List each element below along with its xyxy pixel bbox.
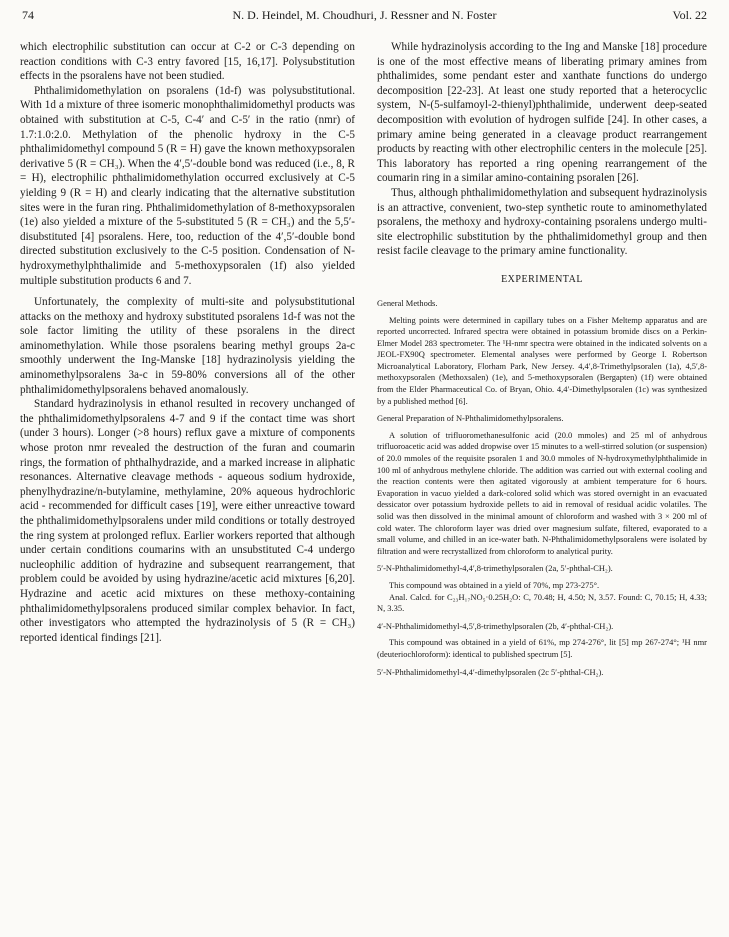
experimental-section <box>377 298 707 678</box>
paragraph: which electrophilic substitution can occur at C-2 or C-3 depending on reaction conditions with C-3 entry favored [15, 16,17]. Polysubstitution effects in the psoralens have not been studied. <box>20 41 355 83</box>
paragraph: Phthalimidomethylation on psoralens (1d-f) was polysubstitutional. With 1d a mixture of three isomeric monophthalimidomethyl products was obtained with substitution at C-5, C-4′ and C-5′ in the ratio (nmr) of 1.7:1.0:2.0. Methylation of the phenolic hydroxy in the C-5 phthalimidomethyl compound 5 (R = H) gave the known methoxypsoralen derivative 5 (R = CH₃). When the 4′,5′-double bond was reduced (i.e., 8, R = H), electrophilic phthalimidomethylation occurred exclusively at C-5 yielding 9 (R = H) and clearly indicating that the alternative substitution sites were in the furan ring. Phthalimidomethylation of 8-methoxypsoralen (1e) also yielded a mixture of the 5-substituted 5 (R = CH₃) and the 5,5′-disubstituted [4] psoralens. Here, too, reduction of the 4′,5′-double bond directed substitution exclusively to the C-5 position. Condensation of N-hydroxymethylphthalimide and 5-methoxypsoralen (1f) also yielded multiple substitution products 6 and 7. <box>20 84 355 287</box>
paragraph: A solution of trifluoromethanesulfonic acid (20.0 mmoles) and 25 ml of anhydrous trifluoroacetic acid was added dropwise over 15 minutes to a well-stirred solution (or suspension) of 20.0 mmoles of the requisite psoralen 1 and 30.0 mmoles of N-hydroxymethylphthalimide in 100 ml of anhydrous methylene chloride. The addition was carried out with external cooling and the reaction contents were then agitated vigorously at ambient temperature for 6 hours. Evaporation in vacuo yielded a dark-colored solid which was stored overnight in an evacuated dessicator over potassium hydroxide pellets to aid in removal of residual acidic volatiles. The solid was then dissolved in the minimal amount of chloroform and washed with 3 × 200 ml of cold water. The chloroform layer was dried over magnesium sulfate, filtered, evaporated to a small volume, and chilled in an ice-water bath. N-Phthalimidomethylpsoralens were isolated by filtration and were recrystallized from chloroform to analytical purity. <box>377 429 707 556</box>
compound-heading: 4′-N-Phthalimidomethyl-4,5′,8-trimethylpsoralen (2b, 4′-phthal-CH₂). <box>377 620 614 631</box>
paragraph: Melting points were determined in capillary tubes on a Fisher Meltemp apparatus and are reported uncorrected. Infrared spectra were obtained in potassium bromide discs on a Perkin-Elmer Model 283 spectrometer. The ¹H-nmr spectra were obtained in the indicated solvents on a JEOL-FX90Q spectrometer. Elemental analyses were performed by George I. Robertson Microanalytical Laboratory, Florham Park, New Jersey. 4,4′,8-Trimethylpsoralen (1a), 4,5′,8-methoxypsoralen (Methoxsalen) (1e), and 5-methoxypsoralen (Bergapten) (1f) were obtained from the Elder Pharmaceutical Co. of Bryan, Ohio. 4,4′-Dimethylpsoralen (1c) was synthesized by a published method [6]. <box>377 314 707 406</box>
compound-heading: 5′-N-Phthalimidomethyl-4,4′-dimethylpsoralen (2c 5′-phthal-CH₂). <box>377 666 604 677</box>
paragraph: Standard hydrazinolysis in ethanol resulted in recovery unchanged of the phthalimidomethylpsoralens 4-7 and 9 if the contact time was short (under 3 hours). Longer (>8 hours) reflux gave a mixture of components whose proton nmr revealed the destruction of the furan and coumarin rings, the formation of phthalhydrazide, and a marked increase in aliphatic resonances. Alternative cleavage methods - aqueous sodium hydroxide, phenylhydrazine/n-butylamine, methylamine, 20% aqueous hydrochloric acid - recommended for difficult cases [19], were either unreactive toward the phthalimidomethylpsoralens under mild conditions or totally destroyed the ring system at prolonged reflux. Earlier workers reported that although under certain conditions coumarins with an unsubstituted C-4 undergo nucleophilic addition of hydrazine and subsequent rearrangement, that problem could be avoided by using hydrazine/acetic acid mixtures [6,20]. Hydrazine and acetic acid mixtures on these methoxy-containing phthalimidomethylpsoralens produced similar complex behavior. In fact, other investigators who attempted the hydrazinolysis of 5 (R = CH₃) reported identical findings [21]. <box>20 398 355 644</box>
paragraph: This compound was obtained in a yield of 61%, mp 274-276°, lit [5] mp 267-274°; ¹H nmr (deuteriochloroform): identical to published spectrum [5]. <box>377 637 707 659</box>
paragraph: Unfortunately, the complexity of multi-site and polysubstitutional attacks on the methoxy and hydroxy substituted psoralens 1d-f was not the sole factor limiting the utility of these psoralens in the direct aminomethylation. While those psoralens bearing methyl groups 2a-c smoothly underwent the Ing-Manske [18] hydrazinolysis yielding the aminomethylpsoralens 3a-c in 59-80% conversions all of the other phthalimidomethylpsoralens behaved anomalously. <box>20 296 355 396</box>
compound-heading: 5′-N-Phthalimidomethyl-4,4′,8-trimethylpsoralen (2a, 5′-phthal-CH₂). <box>377 563 613 574</box>
right-column <box>377 40 707 683</box>
subsection-heading: General Methods. <box>377 297 438 308</box>
paragraph: Anal. Calcd. for C₂₃H₁₇NO₅·0.25H₂O: C, 70.48; H, 4.50; N, 3.57. Found: C, 70.15; H, 4.33; N, 3.35. <box>377 591 707 614</box>
paragraph: This compound was obtained in a yield of 70%, mp 273-275°. <box>389 579 600 590</box>
left-column <box>20 40 355 645</box>
paragraph: While hydrazinolysis according to the Ing and Manske [18] procedure is one of the most effective means of liberating primary amines from phthalimides, some pendant ester and xanthate functions do undergo decomposition [22-23]. At least one study reported that a heterocyclic system, N-(5-sulfamoyl-2-thienyl)phthalimide, underwent deep-seated decomposition with evolution of hydrogen sulfide [24]. In other cases, a primary amine being generated in a cleavage product rearrangement products by reacting with other electrophilic centers in the molecule [25]. This laboratory has reported a ring opening rearrangement of the coumarin ring in a similar amino-containing psoralen [26]. <box>377 41 707 185</box>
paragraph: Thus, although phthalimidomethylation and subsequent hydrazinolysis is an attractive, convenient, two-step synthetic route to aminomethylated psoralens, the methoxy and hydroxy-containing psoralens undergo multi-site electrophilic substitution by the phthalimidomethyl group and then resist facile cleavage to the primary amine functionality. <box>377 186 707 258</box>
subsection-heading: General Preparation of N-Phthalimidomethylpsoralens. <box>377 413 564 424</box>
experimental-heading: EXPERIMENTAL <box>501 273 583 285</box>
running-header-authors: N. D. Heindel, M. Choudhuri, J. Ressner and N. Foster <box>232 8 497 22</box>
volume-label: Vol. 22 <box>672 8 707 22</box>
running-header <box>22 8 707 26</box>
page-number: 74 <box>22 8 34 22</box>
